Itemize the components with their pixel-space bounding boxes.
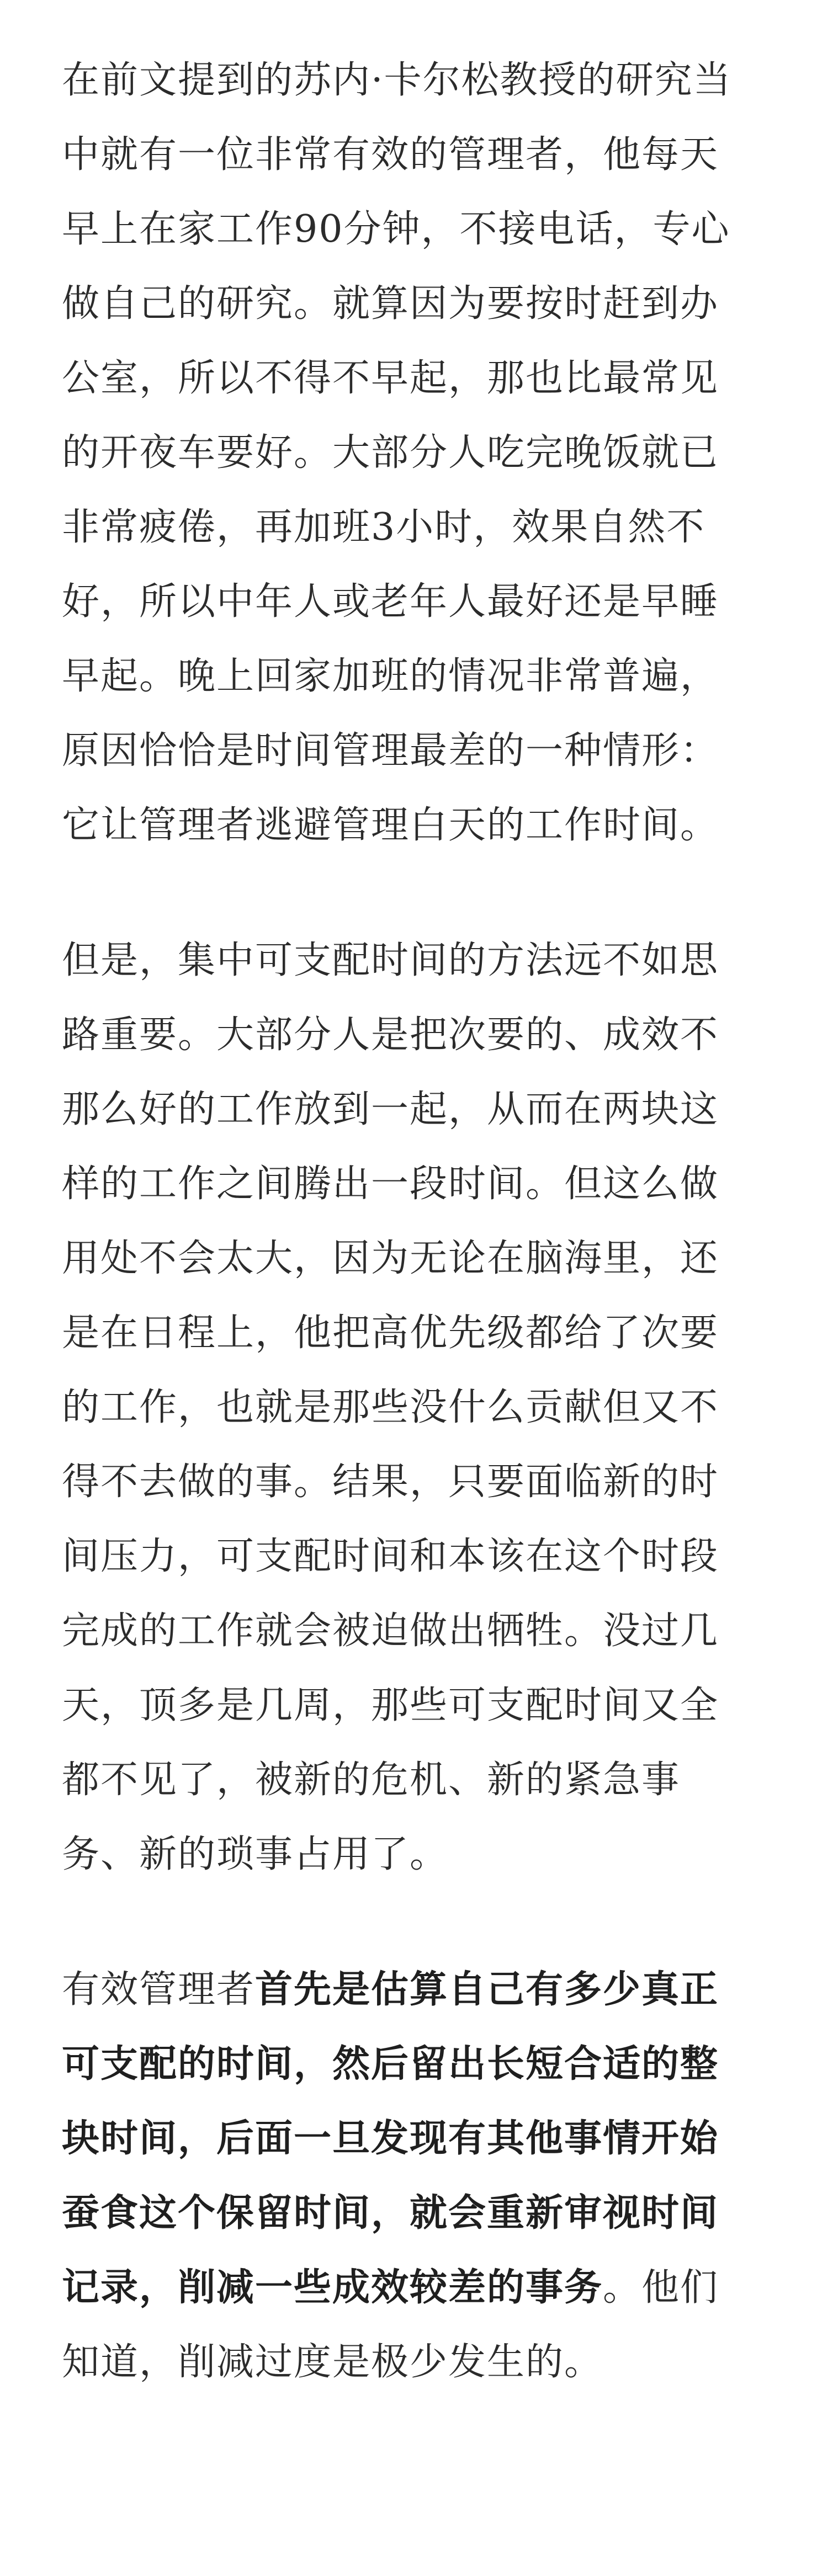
paragraph-3-text-emphasis: 首先是估算自己有多少真正可支配的时间，然后留出长短合适的整块时间，后面一旦发现有其他事情开始蚕食这个保留时间，就会重新审视时间记录，削减一些成效较差的事务 <box>62 1967 719 2309</box>
paragraph-3-text-lead: 有效管理者 <box>62 1968 256 2011</box>
paragraph-2-text: 但是，集中可支配时间的方法远不如思路重要。大部分人是把次要的、成效不那么好的工作放到一起，从而在两块这样的工作之间腾出一段时间。但这么做用处不会太大，因为无论在脑海里，还是在日程上，他把高优先级都给了次要的工作，也就是那些没什么贡献但又不得不去做的事。结果，只要面临新的时间压力，可支配时间和本该在这个时段完成的工作就会被迫做出牺牲。没过几天，顶多是几周，那些可支配时间又全都不见了，被新的危机、新的紧急事务、新的琐事占用了。 <box>62 939 719 1876</box>
paragraph-3 <box>62 1952 755 2399</box>
paragraph-1-text: 在前文提到的苏内·卡尔松教授的研究当中就有一位非常有效的管理者，他每天早上在家工作90分钟，不接电话，专心做自己的研究。就算因为要按时赶到办公室，所以不得不早起，那也比最常见的开夜车要好。大部分人吃完晚饭就已非常疲倦，再加班3小时，效果自然不好，所以中年人或老年人最好还是早睡早起。晚上回家加班的情况非常普遍，原因恰恰是时间管理最差的一种情形：它让管理者逃避管理白天的工作时间。 <box>62 58 732 847</box>
article-body <box>62 43 755 2460</box>
paragraph-2 <box>62 923 755 1892</box>
paragraph-3-text-tail: 。他们知道，削减过度是极少发生的。 <box>62 2266 719 2384</box>
paragraph-1 <box>62 43 755 863</box>
